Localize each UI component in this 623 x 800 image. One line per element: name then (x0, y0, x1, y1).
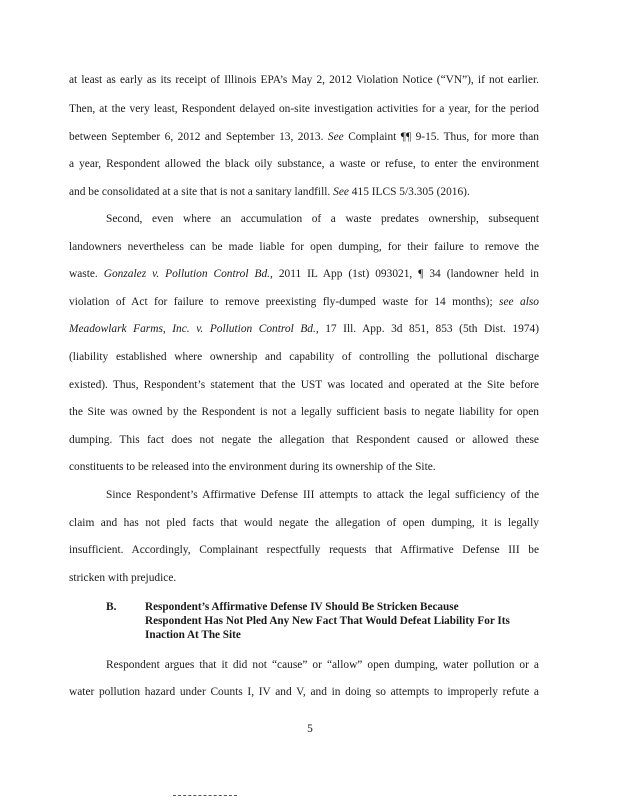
section-letter: B. (106, 601, 117, 613)
body-line: (liability established where ownership and capability of controlling the pollutional discharge (69, 351, 539, 363)
body-line: the Site was owned by the Respondent is not a legally sufficient basis to negate liability for open (69, 406, 539, 418)
body-line: claim and has not pled facts that would negate the allegation of open dumping, it is legally (69, 517, 539, 529)
heading-line: Respondent’s Affirmative Defense IV Should Be Stricken Because (145, 601, 459, 613)
body-line: a year, Respondent allowed the black oily substance, a waste or refuse, to enter the environment (69, 158, 539, 170)
body-line: and be consolidated at a site that is not a sanitary landfill. See 415 ILCS 5/3.305 (2016). (69, 186, 470, 198)
body-line: water pollution hazard under Counts I, IV and V, and in doing so attempts to improperly refute a (69, 686, 539, 698)
body-line: Since Respondent’s Affirmative Defense III attempts to attack the legal sufficiency of the (106, 489, 539, 501)
scan-artifact-rule (173, 795, 237, 796)
body-line: Meadowlark Farms, Inc. v. Pollution Control Bd., 17 Ill. App. 3d 851, 853 (5th Dist. 1974) (69, 323, 540, 335)
body-line: stricken with prejudice. (69, 572, 177, 584)
body-line: waste. Gonzalez v. Pollution Control Bd., 2011 IL App (1st) 093021, ¶ 34 (landowner held in (69, 268, 539, 280)
page-number: 5 (307, 723, 313, 735)
heading-line: Inaction At The Site (145, 629, 241, 641)
body-line: landowners nevertheless can be made liable for open dumping, for their failure to remove the (69, 241, 539, 253)
body-line: Respondent argues that it did not “cause” or “allow” open dumping, water pollution or a (106, 659, 539, 671)
body-line: dumping. This fact does not negate the allegation that Respondent caused or allowed these (69, 434, 539, 446)
heading-line: Respondent Has Not Pled Any New Fact That Would Defeat Liability For Its (145, 615, 510, 627)
body-line: between September 6, 2012 and September 13, 2013. See Complaint ¶¶ 9-15. Thus, for more than (69, 131, 539, 143)
body-line: violation of Act for failure to remove preexisting fly-dumped waste for 14 months); see also (69, 296, 539, 308)
body-line: Then, at the very least, Respondent delayed on-site investigation activities for a year, for the period (69, 103, 539, 115)
body-line: constituents to be released into the environment during its ownership of the Site. (69, 461, 436, 473)
body-line: at least as early as its receipt of Illinois EPA’s May 2, 2012 Violation Notice (“VN”), if not earlier. (69, 74, 539, 86)
body-line: existed). Thus, Respondent’s statement that the UST was located and operated at the Site before (69, 379, 539, 391)
section-heading (145, 600, 541, 642)
body-line: insufficient. Accordingly, Complainant respectfully requests that Affirmative Defense III be (69, 544, 539, 556)
body-line: Second, even where an accumulation of a waste predates ownership, subsequent (106, 213, 539, 225)
